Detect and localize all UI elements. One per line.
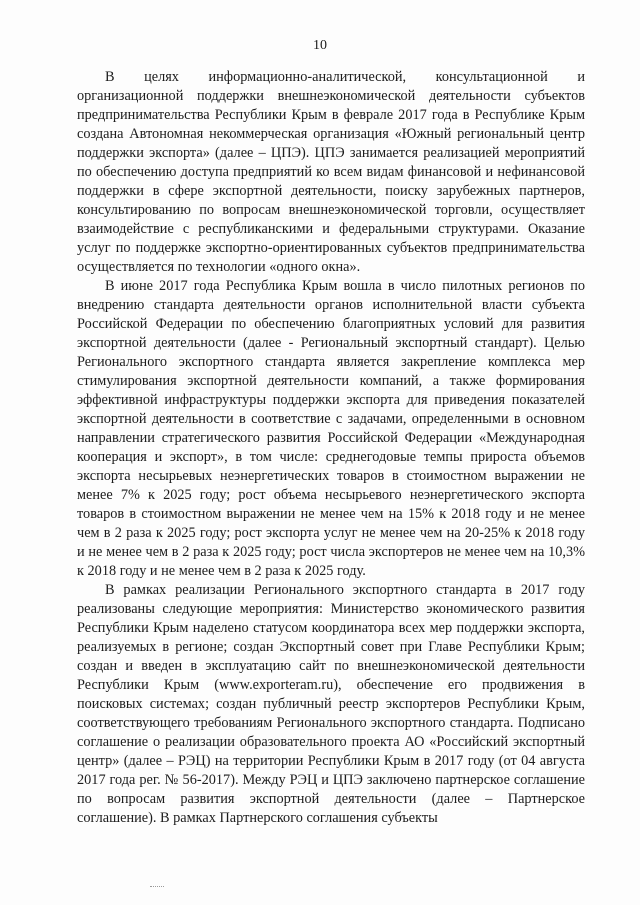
paragraph-3: В рамках реализации Регионального экспортного стандарта в 2017 году реализованы следующие мероприятия: Министерство экономического развития Республики Крым наделено статусом координатора всех мер поддержки экспорта, реализуемых в регионе; создан Экспортный совет при Главе Республики Крым; создан и введен в эксплуатацию сайт по внешнеэкономической деятельности Республики Крым (www.exporteram.ru), обеспечение его продвижения в поисковых системах; создан публичный реестр экспортеров Республики Крым, соответствующего требованиям Регионального экспортного стандарта. Подписано соглашение о реализации образовательного проекта АО «Российский экспортный центр» (далее – РЭЦ) на территории Республики Крым в 2017 году (от 04 августа 2017 года рег. № 56-2017). Между РЭЦ и ЦПЭ заключено партнерское соглашение по вопросам развития экспортной деятельности (далее – Партнерское соглашение). В рамках Партнерского соглашения субъекты bbox=[77, 582, 585, 826]
page-number: 10 bbox=[313, 38, 327, 53]
paragraph-1: В целях информационно-аналитической, консультационной и организационной поддержки внешнеэкономической деятельности субъектов предпринимательства Республики Крым в феврале 2017 года в Республике Крым создана Автономная некоммерческая организация «Южный региональный центр поддержки экспорта» (далее – ЦПЭ). ЦПЭ занимается реализацией мероприятий по обеспечению доступа предприятий ко всем видам финансовой и нефинансовой поддержки в сфере экспортной деятельности, поиску зарубежных партнеров, консультированию по вопросам внешнеэкономической торговли, осуществляет взаимодействие с республиканскими и федеральными структурами. Оказание услуг по поддержке экспортно-ориентированных субъектов предпринимательства осуществляется по технологии «одного окна». bbox=[77, 69, 585, 275]
paragraph-2: В июне 2017 года Республика Крым вошла в число пилотных регионов по внедрению стандарта деятельности органов исполнительной власти субъекта Российской Федерации по обеспечению благоприятных условий для развития экспортной деятельности (далее - Региональный экспортный стандарт). Целью Регионального экспортного стандарта является закрепление комплекса мер стимулирования экспортной деятельности компаний, а также формирования эффективной инфраструктуры поддержки экспорта для приведения показателей экспортной деятельности в соответствие с задачами, определенными в основном направлении стратегического развития Российской Федерации «Международная кооперация и экспорт», в том числе: среднегодовые темпы прироста объемов экспорта несырьевых неэнергетических товаров в стоимостном выражении не менее 7% к 2025 году; рост объема несырьевого неэнергетического экспорта товаров в стоимостном выражении не менее чем на 15% к 2018 году и не менее чем в 2 раза к 2025 году; рост экспорта услуг не менее чем на 20-25% к 2018 году и не менее чем в 2 раза к 2025 году; рост числа экспортеров не менее чем на 10,3% к 2018 году и не менее чем в 2 раза к 2025 году. bbox=[77, 278, 585, 579]
body-text bbox=[77, 68, 585, 828]
scan-artifact bbox=[150, 886, 164, 891]
